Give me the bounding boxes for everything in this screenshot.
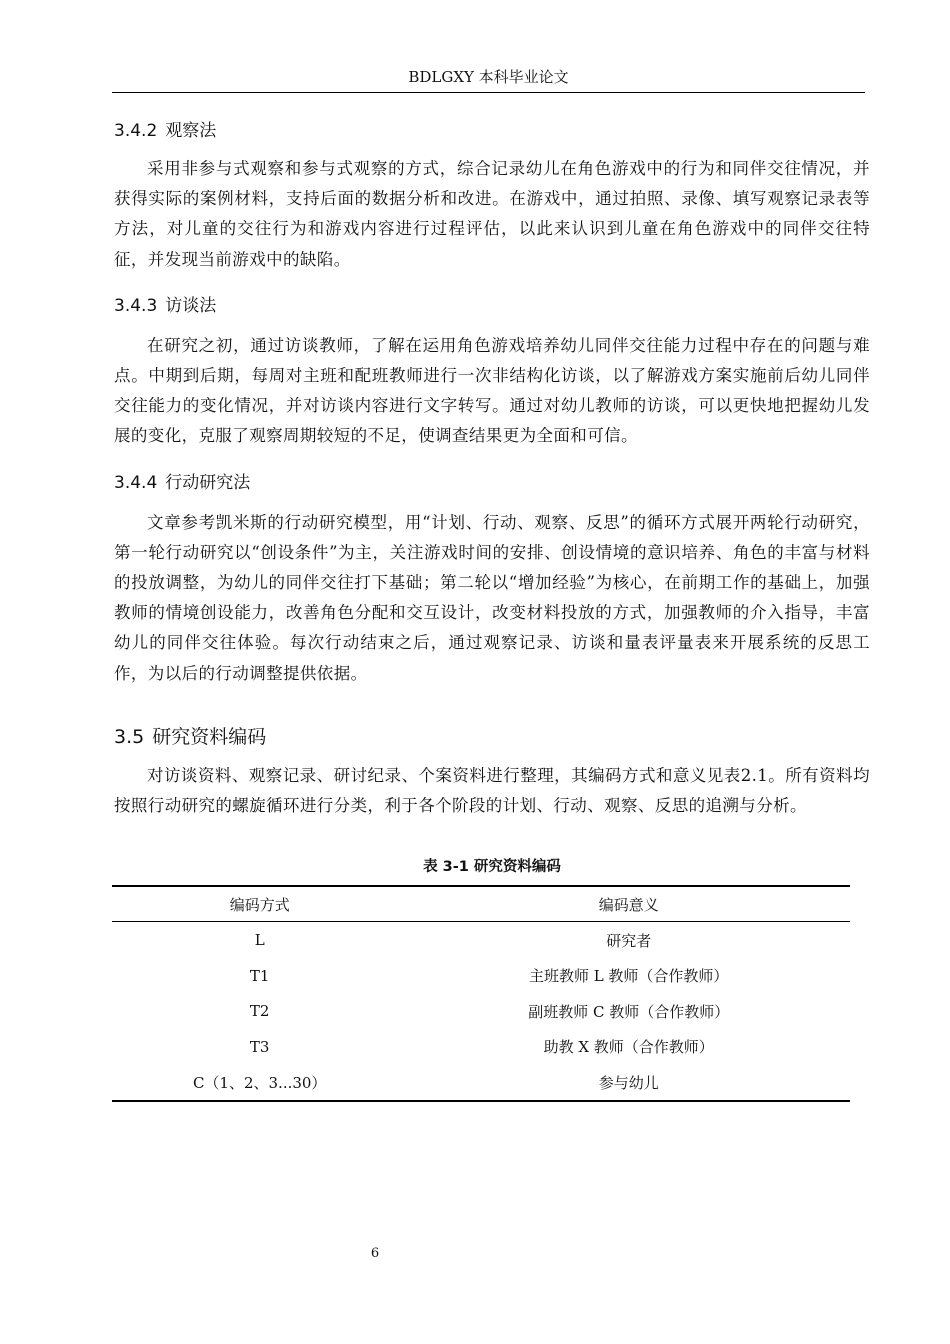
table-cell: 主班教师 L 教师（合作教师） [528,967,729,985]
table-cell: T3 [249,1037,270,1056]
table-cell: 参与幼儿 [598,1073,659,1092]
section-number: 3.5 [114,725,145,748]
table-cell: L [254,931,265,949]
table-caption: 表 3-1 研究资料编码 [423,859,561,876]
table-header-row [112,886,850,922]
page-number: 6 [370,1246,380,1261]
section-heading-3-4-4 [114,466,870,500]
header-title: BDLGXY 本科毕业论文 [408,68,569,86]
section-title: 研究资料编码 [152,725,267,748]
section-number: 3.4.2 [114,121,158,141]
paragraph-observation: 采用非参与式观察和参与式观察的方式，综合记录幼儿在角色游戏中的行为和同伴交往情况，并获得实际的案例材料，支持后面的数据分析和改进。在游戏中，通过拍照、录像、填写观察记录表等方法，对儿童的交往行为和游戏内容进行过程评估，以此来认识到儿童在角色游戏中的同伴交往特征，并发现当前游戏中的缺陷。 [114,159,870,269]
table-cell: 研究者 [606,931,652,950]
paragraph-action-research: 文章参考凯米斯的行动研究模型，用“计划、行动、观察、反思”的循环方式展开两轮行动研究，第一轮行动研究以“创设条件”为主，关注游戏时间的安排、创设情境的意识培养、角色的丰富与材料的投放调整，为幼儿的同伴交往打下基础；第二轮以“增加经验”为核心，在前期工作的基础上，加强教师的情境创设能力，改善角色分配和交互设计，改变材料投放的方式，加强教师的介入指导，丰富幼儿的同伴交往体验。每次行动结束之后，通过观察记录、访谈和量表评量表来开展系统的反思工作，为以后的行动调整提供依据。 [114,512,870,683]
section-number: 3.4.3 [114,295,158,316]
section-heading-3-4-2 [114,114,870,148]
table-cell: T1 [249,966,270,985]
section-title: 访谈法 [165,295,217,316]
section-title: 观察法 [165,121,217,141]
section-heading-3-4-3 [114,289,870,323]
paragraph-coding: 对访谈资料、观察记录、研讨纪录、个案资料进行整理，其编码方式和意义见表2.1。所有资料均按照行动研究的螺旋循环进行分类，利于各个阶段的计划、行动、观察、反思的追溯与分析。 [114,765,870,816]
table-cell: 副班教师 C 教师（合作教师） [528,1002,730,1021]
table-row [112,1064,850,1101]
paragraph-interview: 在研究之初，通过访谈教师，了解在运用角色游戏培养幼儿同伴交往能力过程中存在的问题与难点。中期到后期，每周对主班和配班教师进行一次非结构化访谈，以了解游戏方案实施前后幼儿同伴交往能力的变化情况，并对访谈内容进行文字转写。通过对幼儿教师的访谈，可以更快地把握幼儿发展的变化，克服了观察周期较短的不足，使调查结果更为全面和可信。 [114,335,870,446]
table-cell: 助教 X 教师（合作教师） [543,1038,714,1056]
section-title: 行动研究法 [165,472,251,493]
section-heading-3-5 [114,717,870,757]
table-row [112,958,850,994]
coding-table [112,885,850,1102]
table-row [112,922,850,958]
table-row [112,993,850,1029]
table-cell: C（1、2、3...30） [192,1073,327,1092]
column-header: 编码意义 [407,886,850,922]
column-header: 编码方式 [112,886,407,922]
table-row [112,1029,850,1065]
section-number: 3.4.4 [114,472,158,493]
page-header [112,64,865,93]
page-content [114,114,870,1102]
table-cell: T2 [249,1002,270,1020]
